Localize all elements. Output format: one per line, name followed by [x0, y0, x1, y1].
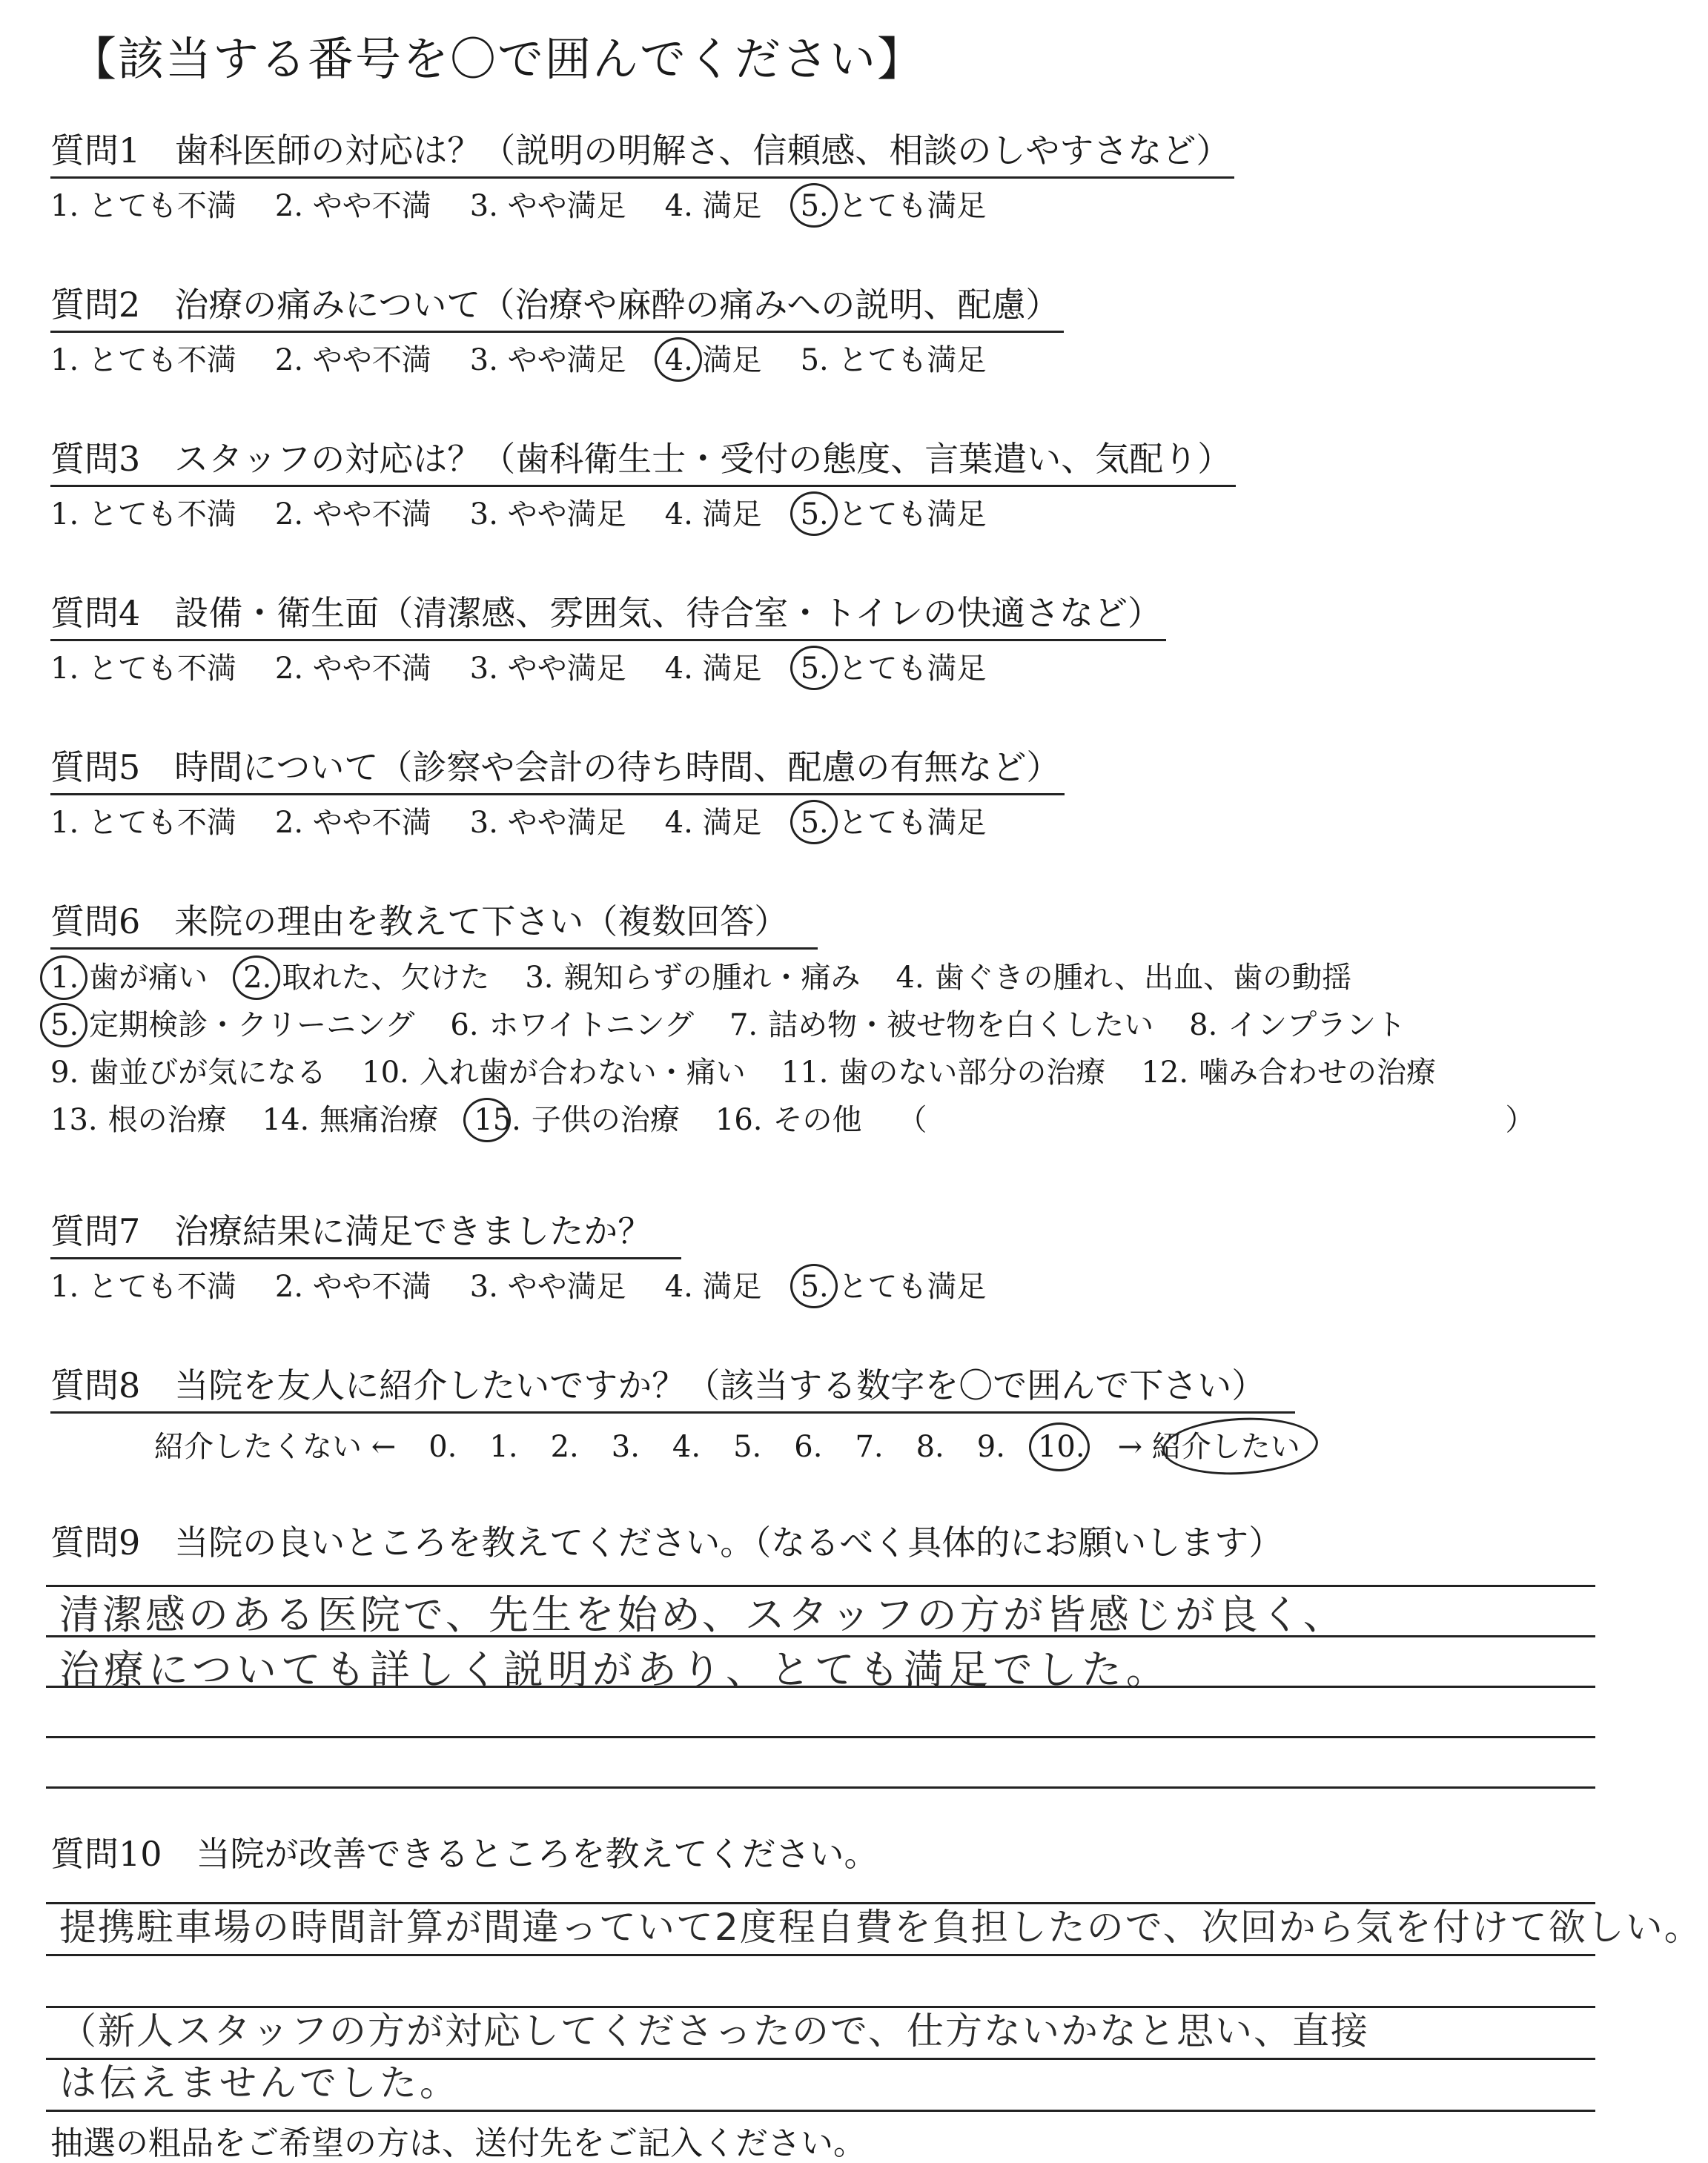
- reason-option[interactable]: [896, 958, 1352, 997]
- scale-option-5[interactable]: 5. とても満足: [800, 343, 987, 377]
- question-2: [50, 282, 1064, 380]
- question-3-options: [50, 494, 1236, 534]
- score-label: 1.: [489, 1430, 518, 1464]
- score-label: 0.: [428, 1430, 457, 1464]
- score-label: 10.: [1037, 1430, 1085, 1464]
- scale-option-2[interactable]: 2. やや不満: [274, 343, 431, 377]
- scale-option-2[interactable]: 2. やや不満: [274, 1270, 431, 1304]
- recommend-score-6[interactable]: [794, 1427, 822, 1467]
- reason-number: 12.: [1141, 1056, 1189, 1090]
- reason-number: 5.: [50, 1008, 79, 1042]
- score-label: 8.: [916, 1430, 944, 1464]
- scale-option-3[interactable]: 3. やや満足: [469, 343, 626, 377]
- q9-handwritten-line-1: 清潔感のある医院で、先生を始め、スタッフの方が皆感じが良く、: [59, 1591, 1346, 1638]
- recommend-score-1[interactable]: [489, 1427, 517, 1467]
- question-10-heading: 質問10 当院が改善できるところを教えてください。: [50, 1834, 878, 1874]
- selection-circle: [233, 955, 280, 1000]
- selection-circle: [1029, 1422, 1090, 1471]
- reason-option[interactable]: [450, 1006, 694, 1044]
- q10-handwritten-line-1: 提携駐車場の時間計算が間違っていて2度程自費を負担したので、次回から気を付けて欲しい。: [59, 1906, 1703, 1949]
- scale-option-4[interactable]: 4. 満足: [665, 340, 762, 380]
- question-1-options: [50, 186, 1234, 226]
- reason-label: インプラント: [1228, 1008, 1406, 1042]
- selection-circle: [40, 955, 87, 1000]
- recommend-score-2[interactable]: [551, 1427, 579, 1467]
- question-8: [50, 1362, 1333, 1467]
- recommend-score-7[interactable]: [855, 1427, 883, 1467]
- reason-option[interactable]: [362, 1053, 746, 1092]
- scale-option-1[interactable]: 1. とても不満: [50, 652, 236, 686]
- question-2-options: [50, 340, 1064, 380]
- reason-label: 歯ぐきの腫れ、出血、歯の動揺: [934, 961, 1352, 995]
- reason-number: 10.: [362, 1056, 409, 1090]
- reason-label: その他: [772, 1103, 862, 1137]
- scale-option-2[interactable]: 2. やや不満: [274, 652, 431, 686]
- recommend-score-10[interactable]: [1038, 1427, 1085, 1467]
- reason-label: 無痛治療: [320, 1103, 439, 1137]
- scale-left-label: 紹介したくない ←: [154, 1430, 397, 1464]
- selection-circle: [790, 491, 838, 536]
- reason-number: 11.: [781, 1056, 829, 1090]
- scale-option-4[interactable]: 4. 満足: [664, 497, 762, 531]
- q10-handwritten-line-3: は伝えませんでした。: [59, 2061, 460, 2104]
- question-5-heading: 質問5 時間について（診察や会計の待ち時間、配慮の有無など）: [50, 744, 1065, 795]
- question-3-heading: 質問3 スタッフの対応は？（歯科衛生士・受付の態度、言葉遣い、気配り）: [50, 436, 1236, 487]
- scale-option-3[interactable]: 3. やや満足: [469, 189, 626, 223]
- scale-option-1[interactable]: 1. とても不満: [50, 497, 236, 531]
- score-label: 9.: [976, 1430, 1005, 1464]
- question-2-heading: 質問2 治療の痛みについて（治療や麻酔の痛みへの説明、配慮）: [50, 282, 1064, 333]
- question-4: [50, 590, 1166, 689]
- question-10: [50, 1831, 883, 1880]
- recommend-score-3[interactable]: [612, 1427, 640, 1467]
- scale-option-3[interactable]: 3. やや満足: [469, 497, 626, 531]
- question-5-options: [50, 803, 1065, 843]
- open-paren: （: [897, 1103, 927, 1137]
- reason-option[interactable]: [729, 1006, 1153, 1044]
- scale-option-5[interactable]: 5. とても満足: [801, 803, 987, 843]
- question-4-options: [50, 649, 1166, 689]
- q10-handwritten-line-2: （新人スタッフの方が対応してくださったので、仕方ないかなと思い、直接: [59, 2010, 1369, 2053]
- question-6-options: [50, 958, 1535, 1148]
- reason-label: 詰め物・被せ物を白くしたい: [768, 1008, 1154, 1042]
- reason-row: [50, 1101, 1535, 1148]
- reason-option[interactable]: [1141, 1053, 1436, 1092]
- reason-label: 根の治療: [107, 1103, 227, 1137]
- scale-option-5[interactable]: 5. とても満足: [801, 649, 987, 689]
- reason-number: 4.: [896, 961, 924, 995]
- question-7-heading: 質問7 治療結果に満足できましたか？: [50, 1208, 681, 1259]
- recommend-score-4[interactable]: [672, 1427, 701, 1467]
- selection-circle: [655, 337, 702, 382]
- instruction-title: 【該当する番号を〇で囲んでください】: [70, 32, 925, 86]
- reason-label: 歯のない部分の治療: [838, 1056, 1106, 1090]
- reason-option[interactable]: [50, 1006, 414, 1044]
- question-9: [50, 1520, 1287, 1569]
- scale-right-text: → 紹介したい: [1117, 1430, 1300, 1464]
- reason-option[interactable]: [243, 958, 489, 997]
- reason-label: ホワイトニング: [489, 1008, 694, 1042]
- reason-number: 16.: [715, 1103, 763, 1137]
- scale-option-3[interactable]: 3. やや満足: [469, 1270, 626, 1304]
- question-1-heading: 質問1 歯科医師の対応は？（説明の明解さ、信頼感、相談のしやすさなど）: [50, 127, 1234, 179]
- reason-number: 14.: [262, 1103, 310, 1137]
- reason-label: 子供の治療: [531, 1103, 680, 1137]
- reason-label: 定期検診・クリーニング: [89, 1008, 415, 1042]
- answer-line: [46, 1786, 1595, 1789]
- selection-circle: [790, 646, 838, 690]
- reason-label: 噛み合わせの治療: [1199, 1056, 1437, 1090]
- answer-line: [46, 2110, 1595, 2112]
- question-8-scale: [154, 1427, 1333, 1467]
- scale-option-2[interactable]: 2. やや不満: [274, 189, 431, 223]
- reason-number: 15.: [474, 1103, 521, 1137]
- scale-option-3[interactable]: 3. やや満足: [469, 652, 626, 686]
- reason-number: 7.: [729, 1008, 758, 1042]
- answer-line: [46, 1736, 1595, 1738]
- scale-option-2[interactable]: 2. やや不満: [274, 497, 431, 531]
- question-1: [50, 127, 1234, 226]
- selection-circle: [790, 800, 838, 844]
- footer-note: 抽選の粗品をご希望の方は、送付先をご記入ください。: [50, 2124, 866, 2162]
- scale-option-1[interactable]: 1. とても不満: [50, 806, 236, 840]
- selection-circle: [790, 1264, 838, 1308]
- scale-option-1[interactable]: 1. とても不満: [50, 343, 236, 377]
- reason-option[interactable]: [50, 1053, 326, 1092]
- reason-label: 歯が痛い: [89, 961, 208, 995]
- q9-handwritten-line-2: 治療についても詳しく説明があり、とても満足でした。: [59, 1646, 1171, 1693]
- reason-option[interactable]: [781, 1053, 1106, 1092]
- reason-option[interactable]: [262, 1101, 439, 1139]
- score-label: 6.: [794, 1430, 823, 1464]
- score-label: 5.: [733, 1430, 762, 1464]
- reason-number: 13.: [50, 1103, 98, 1137]
- reason-option[interactable]: [525, 958, 860, 997]
- reason-number: 3.: [525, 961, 554, 995]
- scale-option-5[interactable]: 5. とても満足: [801, 1267, 987, 1307]
- question-5: [50, 744, 1065, 843]
- question-6: [50, 898, 1535, 1148]
- reason-option[interactable]: [50, 958, 208, 997]
- reason-number: 2.: [243, 961, 272, 995]
- scale-option-4[interactable]: 4. 満足: [664, 806, 762, 840]
- scale-option-5[interactable]: 5. とても満足: [801, 494, 987, 534]
- selection-circle: [790, 183, 838, 228]
- reason-row: [50, 1006, 1535, 1053]
- scale-option-1[interactable]: 1. とても不満: [50, 1270, 236, 1304]
- reason-option[interactable]: [1189, 1006, 1406, 1044]
- reason-number: 9.: [50, 1056, 79, 1090]
- question-6-heading: 質問6 来院の理由を教えて下さい（複数回答）: [50, 898, 818, 950]
- scale-option-1[interactable]: 1. とても不満: [50, 189, 236, 223]
- score-label: 3.: [611, 1430, 640, 1464]
- selection-oval: [1161, 1414, 1320, 1479]
- scale-option-4[interactable]: 4. 満足: [664, 189, 762, 223]
- reason-label: 入れ歯が合わない・痛い: [419, 1056, 746, 1090]
- selection-circle: [463, 1098, 511, 1142]
- reason-number: 1.: [50, 961, 79, 995]
- reason-number: 6.: [450, 1008, 479, 1042]
- question-4-heading: 質問4 設備・衛生面（清潔感、雰囲気、待合室・トイレの快適さなど）: [50, 590, 1166, 641]
- recommend-score-8[interactable]: [916, 1427, 944, 1467]
- score-label: 2.: [550, 1430, 579, 1464]
- question-3: [50, 436, 1236, 534]
- recommend-score-5[interactable]: [733, 1427, 761, 1467]
- scale-option-3[interactable]: 3. やや満足: [469, 806, 626, 840]
- reason-label: 取れた、欠けた: [282, 961, 490, 995]
- question-7-options: [50, 1267, 1025, 1307]
- question-7: [50, 1208, 1025, 1307]
- scale-option-5[interactable]: 5. とても満足: [801, 186, 987, 226]
- reason-row: [50, 958, 1535, 1006]
- reason-option[interactable]: [50, 1101, 227, 1139]
- reason-option[interactable]: [715, 1101, 862, 1139]
- recommend-score-9[interactable]: [977, 1427, 1005, 1467]
- question-9-heading: 質問9 当院の良いところを教えてください。（なるべく具体的にお願いします）: [50, 1523, 1283, 1563]
- close-paren: ）: [1505, 1103, 1535, 1137]
- answer-line: [46, 1954, 1595, 1956]
- recommend-score-0[interactable]: [428, 1427, 457, 1467]
- scale-option-4[interactable]: 4. 満足: [664, 1270, 762, 1304]
- question-8-heading: 質問8 当院を友人に紹介したいですか？（該当する数字を〇で囲んで下さい）: [50, 1362, 1295, 1414]
- reason-label: 歯並びが気になる: [89, 1056, 327, 1090]
- score-label: 7.: [855, 1430, 884, 1464]
- scale-option-4[interactable]: 4. 満足: [664, 652, 762, 686]
- selection-circle: [40, 1003, 87, 1047]
- scale-option-2[interactable]: 2. やや不満: [274, 806, 431, 840]
- other-answer-field[interactable]: [898, 1101, 1535, 1139]
- score-label: 4.: [672, 1430, 701, 1464]
- reason-label: 親知らずの腫れ・痛み: [563, 961, 861, 995]
- reason-row: [50, 1053, 1535, 1101]
- reason-option[interactable]: [474, 1101, 680, 1139]
- reason-number: 8.: [1189, 1008, 1218, 1042]
- scale-right-label: [1118, 1427, 1300, 1467]
